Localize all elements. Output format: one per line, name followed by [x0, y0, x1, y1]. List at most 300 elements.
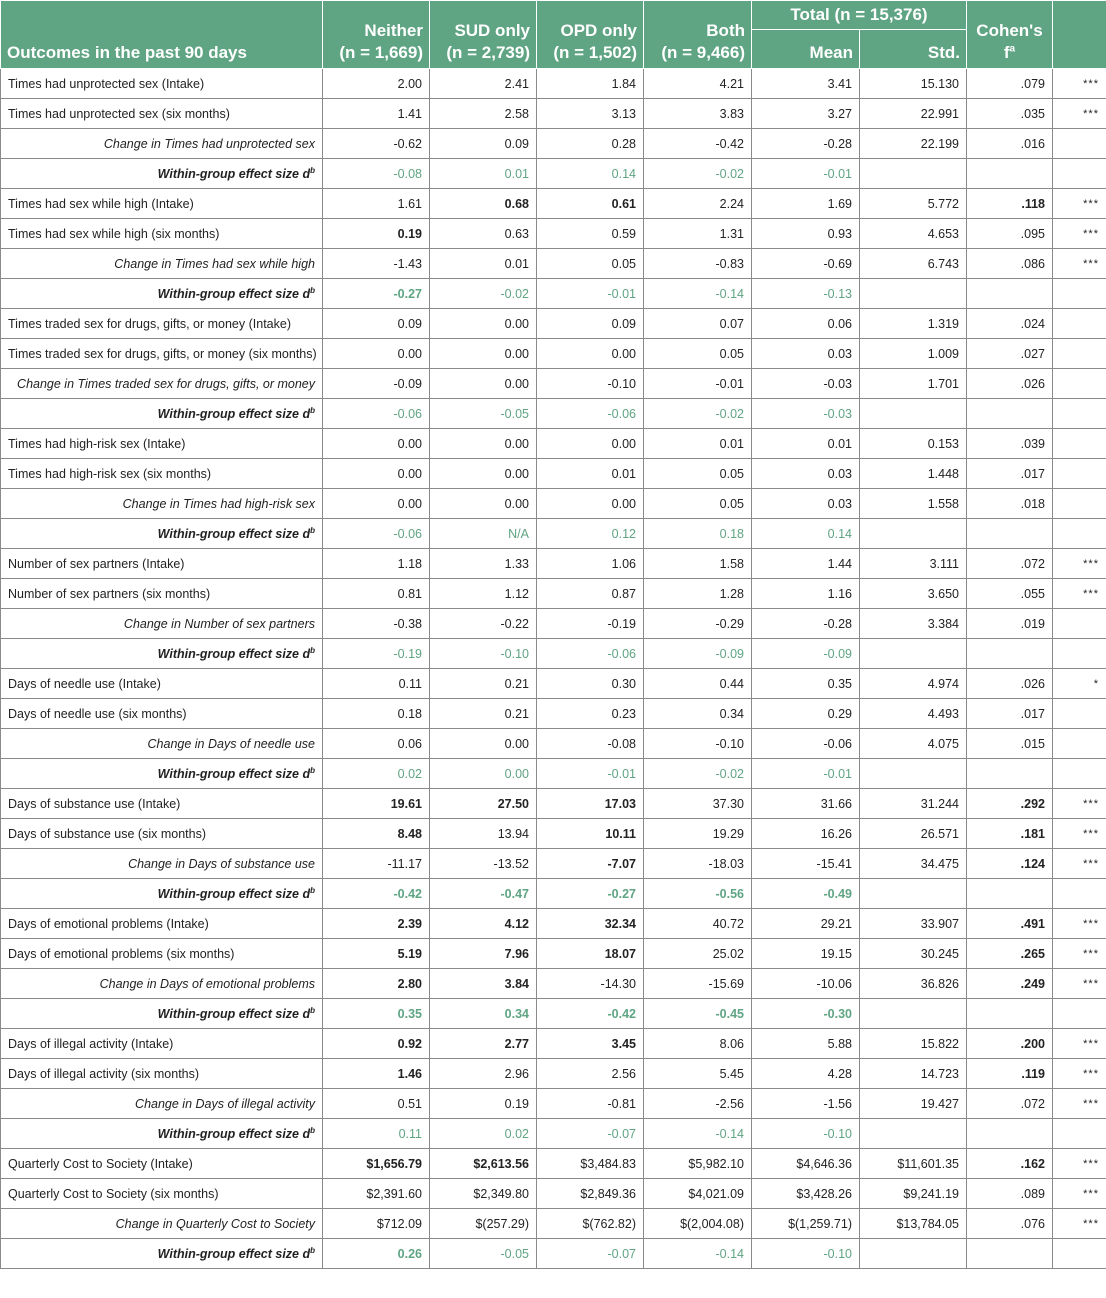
cell-significance: *** [1053, 219, 1106, 249]
cell-both: 0.44 [644, 669, 752, 699]
cell-significance: *** [1053, 1149, 1106, 1179]
cell-cohens-f: .162 [967, 1149, 1053, 1179]
cell-sud-only: $2,349.80 [430, 1179, 537, 1209]
cell-both: -15.69 [644, 969, 752, 999]
cell-total-std [860, 999, 967, 1029]
cell-significance: *** [1053, 1179, 1106, 1209]
header-sud-n: (n = 2,739) [446, 43, 530, 62]
cell-cohens-f: .018 [967, 489, 1053, 519]
cell-neither: 0.92 [323, 1029, 430, 1059]
cell-both: $5,982.10 [644, 1149, 752, 1179]
cell-neither: -0.09 [323, 369, 430, 399]
cell-total-mean: 31.66 [752, 789, 860, 819]
cell-both: 40.72 [644, 909, 752, 939]
cell-total-std [860, 399, 967, 429]
row-label-text: Change in Times had high-risk sex [122, 496, 315, 511]
cell-total-mean: 16.26 [752, 819, 860, 849]
cell-total-std: 4.493 [860, 699, 967, 729]
cell-significance [1053, 1239, 1106, 1269]
cell-sud-only: 1.33 [430, 549, 537, 579]
cell-total-std: 1.701 [860, 369, 967, 399]
row-label-text: Times had unprotected sex (six months) [8, 106, 230, 121]
cell-significance [1053, 489, 1106, 519]
cell-neither: -0.62 [323, 129, 430, 159]
cell-total-mean: $(1,259.71) [752, 1209, 860, 1239]
cell-opd-only: $(762.82) [537, 1209, 644, 1239]
cell-total-std: 26.571 [860, 819, 967, 849]
row-label [1, 1089, 323, 1119]
header-opd-n: (n = 1,502) [553, 43, 637, 62]
cell-cohens-f: .019 [967, 609, 1053, 639]
cell-opd-only: -0.06 [537, 639, 644, 669]
row-label-text: Quarterly Cost to Society (six months) [8, 1186, 219, 1201]
cell-opd-only: 3.13 [537, 99, 644, 129]
header-sud-name: SUD only [454, 21, 530, 40]
cell-cohens-f: .086 [967, 249, 1053, 279]
row-label-text: Within-group effect size d [157, 1126, 311, 1141]
row-label-text: Days of illegal activity (Intake) [8, 1036, 174, 1051]
cell-total-std: 1.558 [860, 489, 967, 519]
cell-opd-only: $2,849.36 [537, 1179, 644, 1209]
cell-both: $4,021.09 [644, 1179, 752, 1209]
cell-neither: $1,656.79 [323, 1149, 430, 1179]
row-label [1, 489, 323, 519]
cell-cohens-f: .017 [967, 459, 1053, 489]
cell-sud-only: -0.22 [430, 609, 537, 639]
cell-significance [1053, 459, 1106, 489]
effect-size-row [1, 1239, 1106, 1269]
cell-neither: -0.06 [323, 399, 430, 429]
cell-opd-only: 0.00 [537, 339, 644, 369]
cell-neither: 0.26 [323, 1239, 430, 1269]
cell-opd-only: -0.27 [537, 879, 644, 909]
cell-total-mean: 0.35 [752, 669, 860, 699]
cell-total-mean: 1.16 [752, 579, 860, 609]
cell-significance: *** [1053, 1029, 1106, 1059]
row-label-text: Change in Quarterly Cost to Society [115, 1216, 315, 1231]
header-neither [323, 1, 430, 69]
row-label [1, 999, 323, 1029]
cell-total-mean: $4,646.36 [752, 1149, 860, 1179]
cell-total-mean: 4.28 [752, 1059, 860, 1089]
header-neither-name: Neither [364, 21, 423, 40]
change-row [1, 1209, 1106, 1239]
cell-neither: 0.06 [323, 729, 430, 759]
cell-both: 0.07 [644, 309, 752, 339]
row-label-text: Change in Times had unprotected sex [103, 136, 315, 151]
cell-opd-only: 10.11 [537, 819, 644, 849]
header-sud-only [430, 1, 537, 69]
row-label [1, 399, 323, 429]
table-row [1, 549, 1106, 579]
cell-neither: 0.19 [323, 219, 430, 249]
cell-neither: 0.18 [323, 699, 430, 729]
cell-neither: 0.11 [323, 1119, 430, 1149]
row-label [1, 1119, 323, 1149]
row-label-text: Within-group effect size d [157, 286, 311, 301]
cell-neither: -0.19 [323, 639, 430, 669]
header-cohens-f-letter: f [1003, 43, 1010, 62]
cell-significance: *** [1053, 849, 1106, 879]
table-row [1, 939, 1106, 969]
cell-neither: 0.09 [323, 309, 430, 339]
cell-total-std: 22.991 [860, 99, 967, 129]
row-label-text: Days of illegal activity (six months) [8, 1066, 200, 1081]
cell-cohens-f: .079 [967, 69, 1053, 99]
cell-sud-only: $(257.29) [430, 1209, 537, 1239]
table-row [1, 909, 1106, 939]
cell-significance [1053, 159, 1106, 189]
table-row [1, 459, 1106, 489]
cell-total-mean: -10.06 [752, 969, 860, 999]
cell-significance [1053, 129, 1106, 159]
row-label-text: Change in Days of emotional problems [99, 976, 315, 991]
table-row [1, 219, 1106, 249]
cell-significance [1053, 999, 1106, 1029]
cell-neither: 0.00 [323, 489, 430, 519]
cell-sud-only: 0.63 [430, 219, 537, 249]
cell-total-std: 30.245 [860, 939, 967, 969]
cell-opd-only: 18.07 [537, 939, 644, 969]
cell-both: -2.56 [644, 1089, 752, 1119]
row-label-text: Change in Days of substance use [128, 856, 315, 871]
cell-opd-only: 1.84 [537, 69, 644, 99]
cell-sud-only: 0.09 [430, 129, 537, 159]
effect-size-row [1, 1119, 1106, 1149]
cell-sud-only: 7.96 [430, 939, 537, 969]
cell-opd-only: 2.56 [537, 1059, 644, 1089]
row-label-text: Number of sex partners (six months) [8, 586, 211, 601]
row-label-text: Within-group effect size d [157, 406, 311, 421]
row-label [1, 909, 323, 939]
cell-both: -0.14 [644, 279, 752, 309]
cell-significance [1053, 339, 1106, 369]
cell-total-std [860, 1239, 967, 1269]
header-opd-only [537, 1, 644, 69]
cell-sud-only: 0.01 [430, 159, 537, 189]
effect-size-superscript: b [310, 1005, 315, 1015]
cell-both: 4.21 [644, 69, 752, 99]
cell-sud-only: 2.58 [430, 99, 537, 129]
row-label [1, 249, 323, 279]
cell-total-std: 3.384 [860, 609, 967, 639]
cell-significance [1053, 429, 1106, 459]
table-header [1, 1, 1106, 69]
effect-size-row [1, 519, 1106, 549]
cell-cohens-f: .095 [967, 219, 1053, 249]
cell-sud-only: 0.00 [430, 459, 537, 489]
cell-total-mean: -1.56 [752, 1089, 860, 1119]
cell-both: -0.10 [644, 729, 752, 759]
table-row [1, 99, 1106, 129]
header-neither-n: (n = 1,669) [339, 43, 423, 62]
cell-cohens-f: .026 [967, 369, 1053, 399]
cell-total-std [860, 159, 967, 189]
cell-opd-only: 3.45 [537, 1029, 644, 1059]
cell-opd-only: 0.87 [537, 579, 644, 609]
cell-total-mean: 3.41 [752, 69, 860, 99]
cell-both: 0.05 [644, 339, 752, 369]
row-label [1, 1059, 323, 1089]
row-label-text: Days of needle use (six months) [8, 706, 187, 721]
header-cohens-sup: a [1009, 43, 1016, 55]
cell-both: 37.30 [644, 789, 752, 819]
cell-total-std: $13,784.05 [860, 1209, 967, 1239]
cell-neither: 0.51 [323, 1089, 430, 1119]
cell-sud-only: 0.00 [430, 369, 537, 399]
effect-size-row [1, 999, 1106, 1029]
effect-size-superscript: b [310, 645, 315, 655]
cell-sud-only: -0.10 [430, 639, 537, 669]
cell-sud-only: 27.50 [430, 789, 537, 819]
cell-sud-only: 0.02 [430, 1119, 537, 1149]
cell-cohens-f [967, 279, 1053, 309]
cell-opd-only: 0.30 [537, 669, 644, 699]
cell-cohens-f [967, 759, 1053, 789]
cell-neither: 2.00 [323, 69, 430, 99]
cell-total-std [860, 759, 967, 789]
cell-both: 25.02 [644, 939, 752, 969]
cell-sud-only: 4.12 [430, 909, 537, 939]
row-label [1, 69, 323, 99]
cell-sud-only: 0.34 [430, 999, 537, 1029]
header-outcomes: Outcomes in the past 90 days [1, 1, 323, 69]
cell-both: -0.02 [644, 159, 752, 189]
row-label [1, 819, 323, 849]
cell-sud-only: -0.47 [430, 879, 537, 909]
cell-total-std: 14.723 [860, 1059, 967, 1089]
effect-size-row [1, 759, 1106, 789]
row-label [1, 1179, 323, 1209]
cell-opd-only: 0.01 [537, 459, 644, 489]
cell-both: 1.58 [644, 549, 752, 579]
row-label-text: Change in Times had sex while high [114, 256, 315, 271]
cell-cohens-f: .024 [967, 309, 1053, 339]
cell-neither: -0.08 [323, 159, 430, 189]
cell-cohens-f: .072 [967, 549, 1053, 579]
table-row [1, 819, 1106, 849]
change-row [1, 729, 1106, 759]
row-label [1, 1029, 323, 1059]
cell-opd-only: -0.06 [537, 399, 644, 429]
cell-both: -0.42 [644, 129, 752, 159]
row-label-text: Days of needle use (Intake) [8, 676, 161, 691]
table-row [1, 429, 1106, 459]
header-both [644, 1, 752, 69]
cell-opd-only: -0.08 [537, 729, 644, 759]
cell-total-std: 4.653 [860, 219, 967, 249]
row-label [1, 309, 323, 339]
cell-significance [1053, 879, 1106, 909]
cell-both: -18.03 [644, 849, 752, 879]
cell-neither: 8.48 [323, 819, 430, 849]
cell-total-mean: -0.30 [752, 999, 860, 1029]
cell-sud-only: $2,613.56 [430, 1149, 537, 1179]
cell-cohens-f: .265 [967, 939, 1053, 969]
cell-opd-only: 0.00 [537, 489, 644, 519]
cell-neither: -0.06 [323, 519, 430, 549]
cell-both: 8.06 [644, 1029, 752, 1059]
cell-total-std [860, 279, 967, 309]
cell-opd-only: -0.07 [537, 1119, 644, 1149]
cell-both: -0.02 [644, 399, 752, 429]
row-label [1, 99, 323, 129]
row-label [1, 159, 323, 189]
row-label-text: Times had high-risk sex (six months) [8, 466, 212, 481]
cell-total-std: 4.075 [860, 729, 967, 759]
cell-cohens-f: .124 [967, 849, 1053, 879]
cell-neither: 0.11 [323, 669, 430, 699]
cell-opd-only: 32.34 [537, 909, 644, 939]
change-row [1, 129, 1106, 159]
cell-total-std: 1.448 [860, 459, 967, 489]
cell-both: 0.05 [644, 459, 752, 489]
row-label [1, 549, 323, 579]
cell-cohens-f: .118 [967, 189, 1053, 219]
cell-cohens-f: .292 [967, 789, 1053, 819]
cell-total-std: 6.743 [860, 249, 967, 279]
table-row [1, 339, 1106, 369]
header-opd-name: OPD only [560, 21, 637, 40]
cell-opd-only: 0.23 [537, 699, 644, 729]
cell-neither: 0.00 [323, 339, 430, 369]
cell-both: 0.34 [644, 699, 752, 729]
cell-cohens-f [967, 159, 1053, 189]
cell-sud-only: 0.00 [430, 309, 537, 339]
cell-total-mean: 29.21 [752, 909, 860, 939]
cell-total-mean: -0.10 [752, 1119, 860, 1149]
cell-cohens-f: .015 [967, 729, 1053, 759]
table-row [1, 69, 1106, 99]
cell-both: 19.29 [644, 819, 752, 849]
cell-total-mean: 0.03 [752, 339, 860, 369]
cell-both: 1.31 [644, 219, 752, 249]
cell-both: -0.56 [644, 879, 752, 909]
table-row [1, 699, 1106, 729]
effect-size-row [1, 879, 1106, 909]
table-row [1, 309, 1106, 339]
row-label [1, 879, 323, 909]
cell-opd-only: -14.30 [537, 969, 644, 999]
cell-sud-only: -0.02 [430, 279, 537, 309]
cell-sud-only: -0.05 [430, 1239, 537, 1269]
cell-both: 3.83 [644, 99, 752, 129]
cell-cohens-f: .491 [967, 909, 1053, 939]
cell-significance [1053, 309, 1106, 339]
row-label [1, 759, 323, 789]
cell-significance: *** [1053, 189, 1106, 219]
cell-total-mean: 0.29 [752, 699, 860, 729]
row-label [1, 789, 323, 819]
row-label [1, 429, 323, 459]
row-label-text: Within-group effect size d [157, 646, 311, 661]
cell-both: -0.83 [644, 249, 752, 279]
row-label-text: Times traded sex for drugs, gifts, or money (Intake) [8, 316, 291, 331]
cell-total-mean: 5.88 [752, 1029, 860, 1059]
cell-sud-only: 13.94 [430, 819, 537, 849]
cell-total-std: 4.974 [860, 669, 967, 699]
cell-both: -0.14 [644, 1239, 752, 1269]
cell-significance: *** [1053, 1089, 1106, 1119]
cell-both: 2.24 [644, 189, 752, 219]
cell-total-mean: 1.69 [752, 189, 860, 219]
cell-opd-only: -7.07 [537, 849, 644, 879]
cell-total-std: 0.153 [860, 429, 967, 459]
row-label-text: Times traded sex for drugs, gifts, or money (six months) [8, 346, 317, 361]
cell-opd-only: 0.61 [537, 189, 644, 219]
cell-total-mean: 0.01 [752, 429, 860, 459]
cell-significance [1053, 759, 1106, 789]
cell-both: 5.45 [644, 1059, 752, 1089]
cell-sud-only: 0.21 [430, 699, 537, 729]
row-label [1, 639, 323, 669]
cell-significance [1053, 639, 1106, 669]
change-row [1, 1089, 1106, 1119]
effect-size-superscript: b [310, 405, 315, 415]
cell-neither: -0.27 [323, 279, 430, 309]
cell-cohens-f [967, 519, 1053, 549]
header-total: Total (n = 15,376) [752, 1, 967, 30]
cell-opd-only: -0.01 [537, 279, 644, 309]
cell-both: 0.18 [644, 519, 752, 549]
cell-sud-only: -13.52 [430, 849, 537, 879]
row-label-text: Change in Days of needle use [147, 736, 315, 751]
header-cohens-f [967, 1, 1053, 69]
header-std: Std. [860, 30, 967, 69]
row-label-text: Change in Number of sex partners [123, 616, 315, 631]
table-row [1, 579, 1106, 609]
effect-size-superscript: b [310, 1245, 315, 1255]
cell-significance [1053, 279, 1106, 309]
table-row [1, 1029, 1106, 1059]
cell-significance [1053, 729, 1106, 759]
cell-both: -0.29 [644, 609, 752, 639]
row-label-text: Within-group effect size d [157, 526, 311, 541]
cell-total-std: 19.427 [860, 1089, 967, 1119]
row-label [1, 459, 323, 489]
cell-opd-only: $3,484.83 [537, 1149, 644, 1179]
cell-both: -0.01 [644, 369, 752, 399]
cell-total-mean: 0.06 [752, 309, 860, 339]
cell-opd-only: 0.12 [537, 519, 644, 549]
effect-size-superscript: b [310, 165, 315, 175]
cell-cohens-f [967, 1239, 1053, 1269]
cell-cohens-f: .026 [967, 669, 1053, 699]
cell-cohens-f: .089 [967, 1179, 1053, 1209]
table-row [1, 669, 1106, 699]
cell-significance: *** [1053, 1059, 1106, 1089]
cell-total-mean: -0.28 [752, 129, 860, 159]
cell-cohens-f: .017 [967, 699, 1053, 729]
cell-significance: *** [1053, 99, 1106, 129]
table-row [1, 1059, 1106, 1089]
cell-sud-only: 2.41 [430, 69, 537, 99]
cell-neither: 1.46 [323, 1059, 430, 1089]
cell-opd-only: 0.28 [537, 129, 644, 159]
row-label-text: Times had sex while high (six months) [8, 226, 220, 241]
row-label-text: Number of sex partners (Intake) [8, 556, 185, 571]
cell-cohens-f: .027 [967, 339, 1053, 369]
cell-cohens-f: .072 [967, 1089, 1053, 1119]
cell-sud-only: 1.12 [430, 579, 537, 609]
cell-opd-only: 0.05 [537, 249, 644, 279]
cell-total-mean: 0.03 [752, 459, 860, 489]
cell-neither: 0.35 [323, 999, 430, 1029]
cell-opd-only: 0.09 [537, 309, 644, 339]
cell-neither: -1.43 [323, 249, 430, 279]
cell-total-mean: 0.93 [752, 219, 860, 249]
table-row [1, 1149, 1106, 1179]
